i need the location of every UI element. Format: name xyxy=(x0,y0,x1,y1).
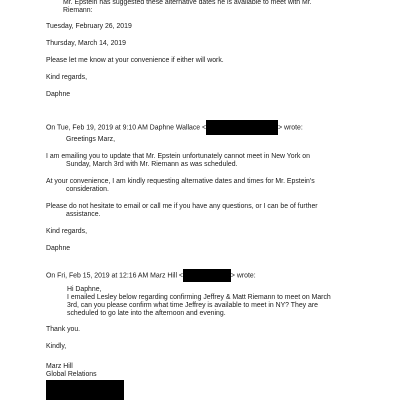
redacted-email xyxy=(206,120,278,135)
alt-date-1: Tuesday, February 26, 2019 xyxy=(46,23,132,30)
alt-date-2: Thursday, March 14, 2019 xyxy=(46,40,126,47)
para1-line2: Sunday, March 3rd with Mr. Riemann as was scheduled. xyxy=(66,161,238,168)
top-line-2: Riemann: xyxy=(63,7,93,14)
request-line: Please let me know at your convenience if either will work. xyxy=(46,57,224,64)
para2-line2: consideration. xyxy=(66,186,109,193)
closing-line: Kind regards, xyxy=(46,74,87,81)
top-line-1: Mr. Epstein has suggested these alternative dates he is available to meet with Mr. xyxy=(63,0,312,6)
sig-name: Marz Hill xyxy=(46,363,73,370)
redacted-email xyxy=(183,269,231,282)
signature-line: Daphne xyxy=(46,245,71,252)
para1-line1: I am emailing you to update that Mr. Epstein unfortunately cannot meet in New York on xyxy=(46,153,310,160)
greeting-line: Hi Daphne, xyxy=(67,286,102,293)
header-suffix: > wrote: xyxy=(278,124,303,132)
para3-line2: assistance. xyxy=(66,211,101,218)
email-header-feb19 xyxy=(46,120,303,135)
thanks-line: Thank you. xyxy=(46,326,81,333)
body-line1: I emailed Lesley below regarding confirming Jeffrey & Matt Riemann to meet on March xyxy=(67,294,331,301)
redacted-signature-block xyxy=(46,380,124,400)
greeting-line: Greetings Marz, xyxy=(66,136,116,143)
signature-line: Daphne xyxy=(46,91,71,98)
sig-title: Global Relations xyxy=(46,371,97,378)
para2-line1: At your convenience, I am kindly requesting alternative dates and times for Mr. Epstein's xyxy=(46,178,315,185)
body-line3: scheduled to go late into the afternoon and evening. xyxy=(67,310,226,317)
para3-line1: Please do not hesitate to email or call me if you have any questions, or I can be of further xyxy=(46,203,318,210)
header-suffix: > wrote: xyxy=(230,272,256,280)
closing-line: Kind regards, xyxy=(46,228,87,235)
body-line2: 3rd, can you please confirm what time Jeffrey is available to meet in NY? They are xyxy=(67,302,318,309)
email-header-feb15 xyxy=(46,269,256,282)
closing-line: Kindly, xyxy=(46,343,67,350)
header-prefix: On Fri, Feb 15, 2019 at 12:16 AM Marz Hill < xyxy=(46,272,183,280)
header-prefix: On Tue, Feb 19, 2019 at 9:10 AM Daphne Wallace < xyxy=(46,124,207,132)
